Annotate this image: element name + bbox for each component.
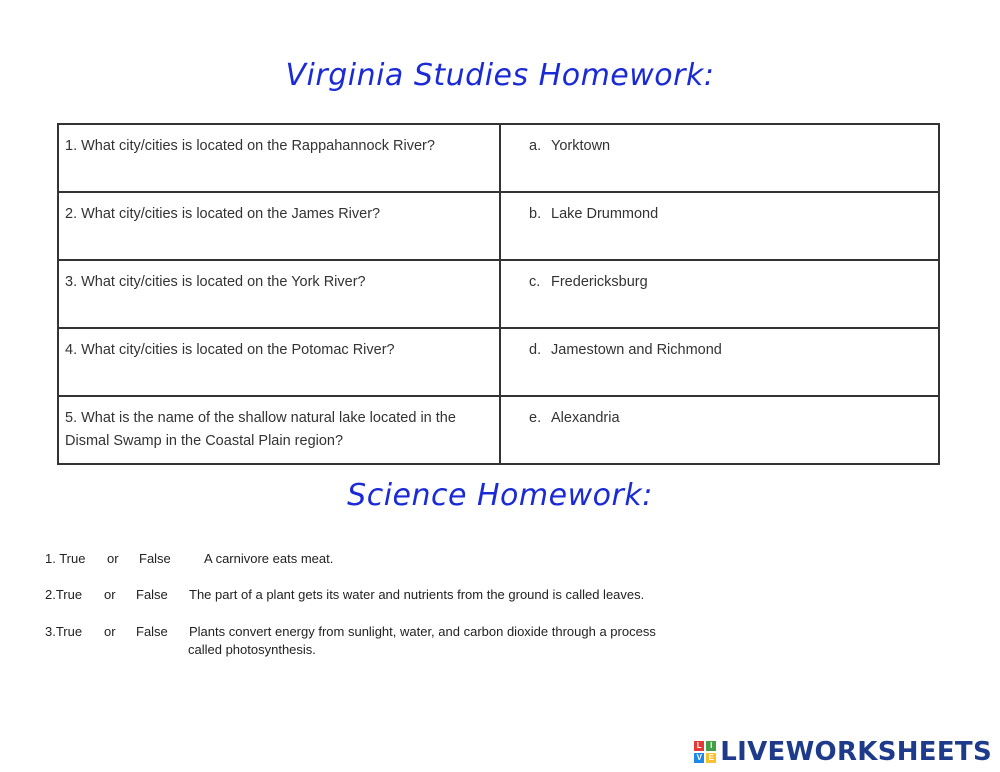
statement-text-continued: called photosynthesis. [188, 642, 316, 657]
question-cell: 3. What city/cities is located on the York River? [58, 260, 500, 328]
table-row [58, 124, 939, 192]
logo-tile: L [694, 741, 704, 751]
statement-text: The part of a plant gets its water and nutrients from the ground is called leaves. [189, 587, 645, 602]
logo-tile: E [706, 753, 716, 763]
table-row [58, 260, 939, 328]
liveworksheets-logo [694, 737, 992, 767]
answer-cell [500, 328, 939, 396]
or-text: or [104, 624, 116, 639]
or-text: or [104, 587, 116, 602]
answer-text: Lake Drummond [551, 206, 659, 222]
logo-tiles-icon [694, 741, 716, 763]
answer-cell [500, 260, 939, 328]
statement-text: Plants convert energy from sunlight, water, and carbon dioxide through a process [189, 624, 656, 639]
answer-letter: d. [529, 342, 542, 358]
answer-cell [500, 192, 939, 260]
answer-letter: c. [529, 274, 541, 290]
table-row [58, 396, 939, 464]
question-cell: 4. What city/cities is located on the Potomac River? [58, 328, 500, 396]
false-option[interactable]: False [136, 624, 168, 639]
false-option[interactable]: False [139, 551, 171, 566]
answer-cell [500, 124, 939, 192]
statement-text: A carnivore eats meat. [204, 551, 334, 566]
virginia-homework-title: Virginia Studies Homework: [285, 58, 715, 93]
logo-tile: V [694, 753, 704, 763]
question-cell: 5. What is the name of the shallow natural lake located in the Dismal Swamp in the Coastal Plain region? [58, 396, 500, 464]
virginia-matching-table [57, 123, 940, 465]
table-row [58, 328, 939, 396]
brand-wordmark: LIVEWORKSHEETS [720, 737, 992, 767]
question-cell: 1. What city/cities is located on the Rappahannock River? [58, 124, 500, 192]
or-text: or [107, 551, 119, 566]
question-cell: 2. What city/cities is located on the James River? [58, 192, 500, 260]
true-option[interactable]: 2.True [45, 587, 83, 602]
answer-cell [500, 396, 939, 464]
answer-letter: a. [529, 138, 542, 154]
false-option[interactable]: False [136, 587, 168, 602]
logo-tile: I [706, 741, 716, 751]
true-option[interactable]: 1. True [45, 551, 86, 566]
answer-text: Fredericksburg [551, 274, 648, 290]
true-option[interactable]: 3.True [45, 624, 83, 639]
answer-text: Alexandria [551, 410, 620, 426]
answer-letter: b. [529, 206, 542, 222]
answer-text: Yorktown [551, 138, 611, 154]
table-row [58, 192, 939, 260]
answer-letter: e. [529, 410, 542, 426]
science-homework-title: Science Homework: [347, 478, 653, 513]
answer-text: Jamestown and Richmond [551, 342, 722, 358]
